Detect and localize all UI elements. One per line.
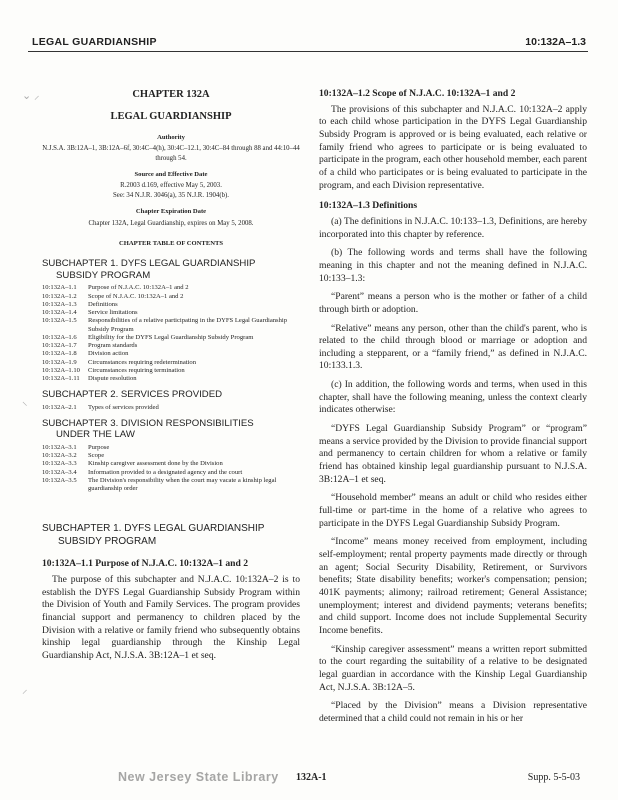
toc-entry-title: Types of services provided	[88, 403, 159, 411]
section-1-2-text: The provisions of this subchapter and N.J.A.C. 10:132A–2 apply to each child whose participation in the DYFS Legal Guardianship Subsidy Program is approved or is being evaluated, each relative or family friend who agrees to participate or is being evaluated to participate in the program, each other household member, each parent of a child who participates or is being evaluated to participate in the program, and each Division representative.	[319, 103, 587, 191]
toc-entry	[42, 284, 300, 292]
toc-entry	[42, 301, 300, 309]
toc-entry-number: 10:132A–1.4	[42, 309, 77, 317]
header-section-number: 10:132A–1.3	[525, 36, 586, 48]
definitions-paragraph-b: (b) The following words and terms shall have the following meaning in this chapter and not the meaning defined in N.J.A.C. 10:133–1.3:	[319, 247, 587, 284]
toc-entry-number: 10:132A–1.2	[42, 292, 77, 300]
toc-heading: CHAPTER TABLE OF CONTENTS	[118, 239, 224, 247]
page-footer	[0, 770, 618, 790]
toc-entry-title: The Division's responsibility when the court may vacate a kinship legal guardianship order	[88, 476, 277, 493]
definition-placed-by-division: “Placed by the Division” means a Division representative determined that a child could not remain in his or her	[319, 700, 587, 724]
toc-subchapter-1-heading	[42, 258, 300, 281]
subchapter-1-heading	[42, 523, 300, 548]
toc-entry-title: Division action	[88, 350, 129, 358]
toc-subchapter-1-list	[42, 284, 300, 383]
toc-entry-number: 10:132A–1.3	[42, 300, 77, 308]
toc-entry-number: 10:132A–3.1	[42, 443, 77, 451]
subchapter-1-line2: SUBSIDY PROGRAM	[58, 535, 157, 547]
toc-subchapter-3-line2: UNDER THE LAW	[56, 429, 135, 441]
toc-entry-title: Purpose of N.J.A.C. 10:132A–1 and 2	[88, 284, 189, 292]
subchapter-1-line1: SUBCHAPTER 1. DYFS LEGAL GUARDIANSHIP	[42, 523, 265, 535]
toc-entry-title: Dispute resolution	[88, 374, 137, 382]
source-text	[42, 181, 300, 199]
source-line-2: See: 34 N.J.R. 3046(a), 35 N.J.R. 1904(b).	[113, 191, 229, 199]
expiration-text: Chapter 132A, Legal Guardianship, expires on May 5, 2008.	[88, 219, 254, 227]
left-column	[42, 66, 300, 669]
toc-entry	[42, 477, 300, 493]
toc-entry-title: Circumstances requiring termination	[88, 366, 185, 374]
toc-entry	[42, 460, 300, 468]
toc-entry-title: Scope of N.J.A.C. 10:132A–1 and 2	[88, 292, 184, 300]
section-1-2-heading: 10:132A–1.2 Scope of N.J.A.C. 10:132A–1 and 2	[319, 88, 516, 99]
toc-entry-number: 10:132A–3.2	[42, 452, 77, 460]
toc-entry	[42, 444, 300, 452]
toc-entry	[42, 375, 300, 383]
toc-entry-title: Scope	[88, 452, 105, 460]
toc-entry-number: 10:132A–3.3	[42, 460, 77, 468]
toc-entry-number: 10:132A–1.8	[42, 350, 77, 358]
definition-income: “Income” means money received from employment, including self-employment; rental property payments made directly or through an agent; Social Security Disability, Retirement, or Survivors benefits; State disability benefits; worker's compensation; pension; 401K payments; alimony; railroad retirement; General Assistance; unemployment; interest and dividend payments; veterans benefits; and child support. Income does not include Supplemental Security Income benefits.	[319, 536, 587, 636]
toc-entry-title: Information provided to a designated agency and the court	[88, 468, 243, 476]
toc-entry	[42, 452, 300, 460]
toc-entry-title: Eligibility for the DYFS Legal Guardianship Subsidy Program	[88, 333, 254, 341]
toc-subchapter-3-heading	[42, 418, 300, 441]
toc-entry-number: 10:132A–1.11	[42, 374, 80, 382]
scan-mark: ⸝	[22, 684, 28, 696]
definition-household-member: “Household member” means an adult or child who resides either full-time or part-time in the home of a relative who agrees to participate in the DYFS Legal Guardianship Subsidy Program.	[319, 492, 587, 529]
definitions-paragraph-a: (a) The definitions in N.J.A.C. 10:133–1.3, Definitions, are hereby incorporated into this chapter by reference.	[319, 215, 587, 240]
toc-entry	[42, 309, 300, 317]
toc-entry-number: 10:132A–2.1	[42, 403, 77, 411]
definitions-paragraph-c: (c) In addition, the following words and terms, when used in this chapter, shall have the following meaning, unless the context clearly indicates otherwise:	[319, 379, 587, 416]
toc-entry-title: Purpose	[88, 443, 110, 451]
toc-entry-title: Program standards	[88, 342, 138, 350]
toc-subchapter-2-list	[42, 404, 159, 412]
toc-entry-title: Circumstances requiring redetermination	[88, 358, 197, 366]
toc-entry	[42, 317, 300, 333]
toc-entry	[42, 342, 300, 350]
authority-text: N.J.S.A. 3B:12A–1, 3B:12A–6f, 30:4C–4(h), 30:4C–12.1, 30:4C–84 through 88 and 44:10–44 through 54.	[42, 145, 300, 162]
toc-entry-number: 10:132A–1.10	[42, 366, 80, 374]
supplement-date: Supp. 5-5-03	[527, 772, 580, 783]
toc-entry	[42, 350, 300, 358]
toc-entry-number: 10:132A–1.7	[42, 342, 77, 350]
toc-subchapter-3-list	[42, 444, 300, 493]
toc-entry	[42, 469, 300, 477]
source-heading: Source and Effective Date	[134, 170, 208, 178]
section-1-3-heading: 10:132A–1.3 Definitions	[319, 200, 418, 212]
toc-entry-number: 10:132A–1.9	[42, 358, 77, 366]
chapter-number: CHAPTER 132A	[132, 89, 210, 100]
toc-entry-number: 10:132A–1.5	[42, 317, 77, 325]
toc-entry-title: Service limitations	[88, 309, 138, 317]
toc-entry-title: Definitions	[88, 300, 118, 308]
toc-entry	[42, 359, 300, 367]
toc-entry-number: 10:132A–3.5	[42, 476, 77, 484]
source-line-1: R.2003 d.169, effective May 5, 2003.	[120, 182, 222, 190]
page-number: 132A-1	[296, 772, 327, 783]
toc-entry-number: 10:132A–1.1	[42, 284, 77, 292]
library-watermark: New Jersey State Library	[118, 770, 279, 784]
toc-subchapter-2-heading	[42, 389, 300, 401]
definition-relative: “Relative” means any person, other than the child's parent, who is related to the child through blood or marriage or adoption and including a stepparent, or a “family friend,” as defined in N.J.A.C. 10:133.1.3.	[319, 322, 587, 372]
toc-subchapter-3-line1: SUBCHAPTER 3. DIVISION RESPONSIBILITIES	[42, 417, 254, 429]
scan-mark: ⌄ ⸝	[22, 90, 40, 102]
header-title: LEGAL GUARDIANSHIP	[32, 36, 157, 48]
definition-parent: “Parent” means a person who is the mother or father of a child through birth or adoption.	[319, 291, 587, 315]
right-column	[319, 66, 587, 732]
definition-dyfs-program: “DYFS Legal Guardianship Subsidy Program” or “program” means a service provided by the Division to provide financial support and permanency to certain children for whom a relative or family friend has obtained kinship legal guardianship pursuant to N.J.S.A. 3B:12A–1 et seq.	[319, 423, 587, 485]
toc-entry	[42, 367, 300, 375]
section-1-1-text: The purpose of this subchapter and N.J.A.C. 10:132A–2 is to establish the DYFS Legal Guardianship Subsidy Program within the Division of Youth and Family Services. The program provides financial support and permanency to children placed by the Division with a relative or family friend who subsequently obtains kinship legal guardianship through the Kinship Legal Guardianship Act, N.J.S.A. 3B:12A–1 et seq.	[42, 574, 300, 661]
toc-entry	[42, 404, 159, 412]
toc-subchapter-1-line1: SUBCHAPTER 1. DYFS LEGAL GUARDIANSHIP	[42, 258, 256, 270]
section-1-1-heading: 10:132A–1.1 Purpose of N.J.A.C. 10:132A–1 and 2	[42, 558, 248, 570]
expiration-heading: Chapter Expiration Date	[135, 207, 207, 215]
toc-entry	[42, 293, 300, 301]
toc-subchapter-1-line2: SUBSIDY PROGRAM	[56, 269, 151, 281]
chapter-title: LEGAL GUARDIANSHIP	[110, 110, 232, 122]
running-header	[28, 35, 588, 52]
definition-kinship-assessment: “Kinship caregiver assessment” means a written report submitted to the court regarding the suitability of a relative to be designated legal guardian in accordance with the Kinship Legal Guardianship Act, N.J.S.A. 3B:12A–5.	[319, 643, 587, 693]
toc-entry	[42, 334, 300, 342]
toc-entry-number: 10:132A–3.4	[42, 468, 77, 476]
toc-subchapter-2-line1: SUBCHAPTER 2. SERVICES PROVIDED	[42, 389, 223, 401]
toc-entry-number: 10:132A–1.6	[42, 333, 77, 341]
toc-entry-title: Responsibilities of a relative participating in the DYFS Legal Guardianship Subsidy Program	[88, 317, 288, 333]
authority-heading: Authority	[157, 133, 185, 141]
scan-mark: ⸜	[22, 396, 28, 408]
toc-entry-title: Kinship caregiver assessment done by the Division	[88, 460, 223, 468]
